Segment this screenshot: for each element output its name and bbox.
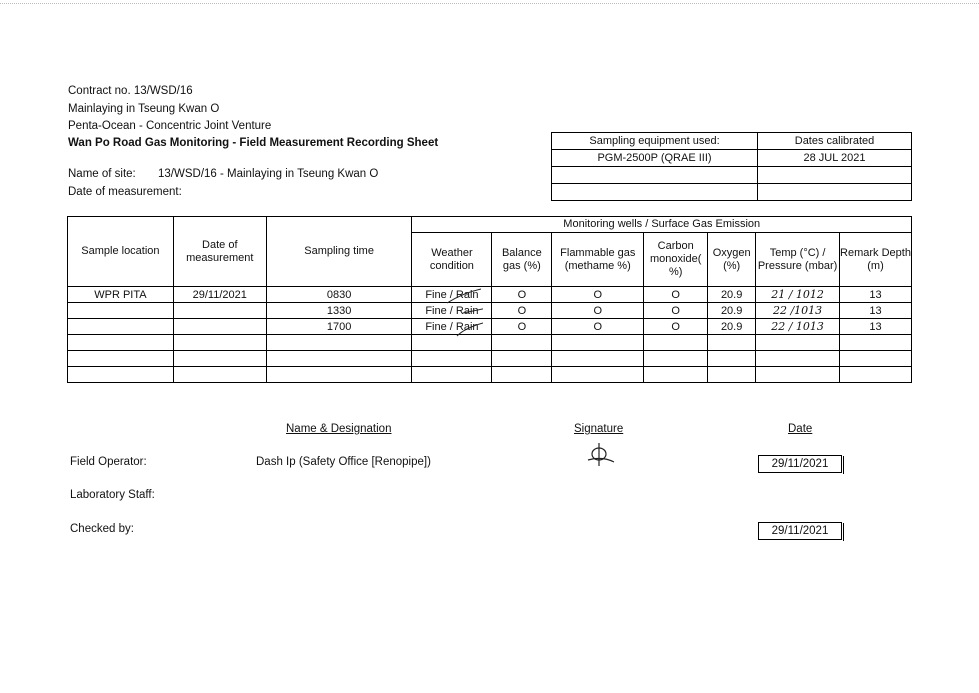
empty-cell bbox=[552, 335, 644, 351]
empty-cell bbox=[412, 367, 492, 383]
empty-cell bbox=[644, 335, 708, 351]
empty-cell bbox=[644, 351, 708, 367]
site-name-value: 13/WSD/16 - Mainlaying in Tseung Kwan O bbox=[158, 168, 379, 180]
cell-flammable: O bbox=[552, 319, 644, 335]
date-header: Date bbox=[788, 423, 813, 435]
header-oxygen: Oxygen (%) bbox=[708, 233, 756, 287]
cell-balance: O bbox=[492, 319, 552, 335]
weather-text: Fine / Rain bbox=[425, 320, 479, 333]
empty-cell bbox=[756, 351, 840, 367]
cell-date bbox=[173, 303, 266, 319]
sheet-title: Wan Po Road Gas Monitoring - Field Measurement Recording Sheet bbox=[68, 137, 439, 149]
empty-cell bbox=[756, 335, 840, 351]
equipment-empty-cell bbox=[758, 184, 912, 201]
table-row bbox=[68, 335, 912, 351]
cell-oxygen: 20.9 bbox=[708, 303, 756, 319]
calibrated-value: 28 JUL 2021 bbox=[758, 150, 912, 167]
site-name-label: Name of site: bbox=[68, 168, 136, 180]
empty-cell bbox=[492, 351, 552, 367]
empty-cell bbox=[266, 351, 412, 367]
contract-no: Contract no. 13/WSD/16 bbox=[68, 85, 193, 97]
empty-cell bbox=[492, 367, 552, 383]
header-balance: Balance gas (%) bbox=[492, 233, 552, 287]
empty-cell bbox=[708, 367, 756, 383]
cell-weather bbox=[412, 319, 492, 335]
empty-cell bbox=[708, 351, 756, 367]
empty-cell bbox=[552, 367, 644, 383]
empty-cell bbox=[68, 335, 174, 351]
cell-co: O bbox=[644, 319, 708, 335]
measurement-date-label: Date of measurement: bbox=[68, 186, 182, 198]
cell-remark: 13 bbox=[840, 287, 912, 303]
cell-weather bbox=[412, 287, 492, 303]
header-sample-location: Sample location bbox=[68, 217, 174, 287]
equipment-table bbox=[551, 132, 912, 201]
table-row bbox=[68, 287, 912, 303]
field-operator-date: 29/11/2021 bbox=[758, 455, 842, 473]
header-group: Monitoring wells / Surface Gas Emission bbox=[412, 217, 912, 233]
cell-temp: 21 / 1012 bbox=[756, 287, 840, 303]
empty-cell bbox=[173, 367, 266, 383]
table-row bbox=[68, 303, 912, 319]
cell-temp: 22 /1013 bbox=[756, 303, 840, 319]
empty-cell bbox=[756, 367, 840, 383]
signature-header: Signature bbox=[574, 423, 624, 435]
checked-by-label: Checked by: bbox=[70, 523, 134, 535]
empty-cell bbox=[552, 351, 644, 367]
cell-balance: O bbox=[492, 303, 552, 319]
table-row bbox=[68, 367, 912, 383]
cell-time: 1330 bbox=[266, 303, 412, 319]
header-remark: Remark Depth (m) bbox=[840, 233, 912, 287]
empty-cell bbox=[266, 367, 412, 383]
cell-date: 29/11/2021 bbox=[173, 287, 266, 303]
cell-remark: 13 bbox=[840, 319, 912, 335]
cell-flammable: O bbox=[552, 303, 644, 319]
cell-location bbox=[68, 303, 174, 319]
name-designation-header: Name & Designation bbox=[286, 423, 392, 435]
checked-by-date: 29/11/2021 bbox=[758, 522, 842, 540]
measurement-table bbox=[67, 216, 912, 383]
cell-oxygen: 20.9 bbox=[708, 287, 756, 303]
joint-venture: Penta-Ocean - Concentric Joint Venture bbox=[68, 120, 272, 132]
empty-cell bbox=[173, 335, 266, 351]
cell-time: 0830 bbox=[266, 287, 412, 303]
empty-cell bbox=[708, 335, 756, 351]
lab-staff-label: Laboratory Staff: bbox=[70, 489, 155, 501]
empty-cell bbox=[412, 335, 492, 351]
cell-temp: 22 / 1013 bbox=[756, 319, 840, 335]
cell-location: WPR PITA bbox=[68, 287, 174, 303]
empty-cell bbox=[68, 367, 174, 383]
cell-balance: O bbox=[492, 287, 552, 303]
cell-location bbox=[68, 319, 174, 335]
field-operator-name: Dash Ip (Safety Office [Renopipe]) bbox=[256, 456, 431, 468]
empty-cell bbox=[840, 351, 912, 367]
header-sampling-time: Sampling time bbox=[266, 217, 412, 287]
cell-flammable: O bbox=[552, 287, 644, 303]
empty-cell bbox=[840, 335, 912, 351]
project-name: Mainlaying in Tseung Kwan O bbox=[68, 103, 220, 115]
strike-mark bbox=[443, 319, 483, 337]
equipment-value: PGM-2500P (QRAE III) bbox=[552, 150, 758, 167]
empty-cell bbox=[644, 367, 708, 383]
weather-text: Fine / Rain bbox=[425, 288, 479, 301]
cell-time: 1700 bbox=[266, 319, 412, 335]
cell-date bbox=[173, 319, 266, 335]
cell-remark: 13 bbox=[840, 303, 912, 319]
header-flammable: Flammable gas (methame %) bbox=[552, 233, 644, 287]
table-row bbox=[68, 319, 912, 335]
weather-text: Fine / Rain bbox=[425, 304, 479, 317]
equipment-header: Sampling equipment used: bbox=[552, 133, 758, 150]
cell-weather bbox=[412, 303, 492, 319]
header-temp-pressure: Temp (°C) / Pressure (mbar) bbox=[756, 233, 840, 287]
empty-cell bbox=[266, 335, 412, 351]
table-row bbox=[68, 351, 912, 367]
cell-co: O bbox=[644, 287, 708, 303]
empty-cell bbox=[840, 367, 912, 383]
signature-mark bbox=[584, 440, 624, 470]
cell-co: O bbox=[644, 303, 708, 319]
equipment-empty-cell bbox=[552, 184, 758, 201]
cell-oxygen: 20.9 bbox=[708, 319, 756, 335]
header-date: Date of measurement bbox=[173, 217, 266, 287]
empty-cell bbox=[412, 351, 492, 367]
top-border bbox=[0, 3, 979, 4]
empty-cell bbox=[68, 351, 174, 367]
equipment-empty-cell bbox=[552, 167, 758, 184]
equipment-empty-cell bbox=[758, 167, 912, 184]
header-carbon-monoxide: Carbon monoxide( %) bbox=[644, 233, 708, 287]
empty-cell bbox=[492, 335, 552, 351]
header-weather: Weather condition bbox=[412, 233, 492, 287]
calibrated-header: Dates calibrated bbox=[758, 133, 912, 150]
empty-cell bbox=[173, 351, 266, 367]
field-operator-label: Field Operator: bbox=[70, 456, 147, 468]
